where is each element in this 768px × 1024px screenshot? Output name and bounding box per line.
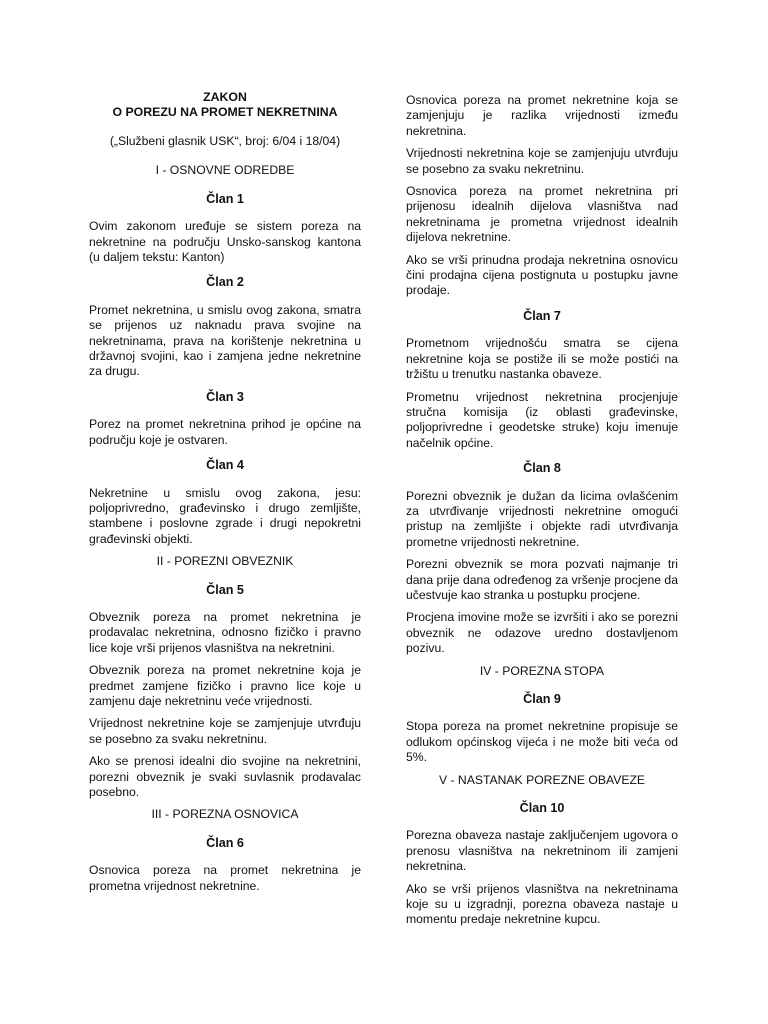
article-3-text: Porez na promet nekretnina prihod je općine na području koje je ostvaren. [89, 417, 361, 447]
gazette-reference: („Službeni glasnik USK“, broj: 6/04 i 18/04) [109, 134, 341, 148]
section-heading-1: I - OSNOVNE ODREDBE [155, 163, 295, 178]
article-6-paragraph-3: Vrijednosti nekretnina koje se zamjenjuju utvrđuju se posebno za svaku nekretninu. [406, 146, 678, 176]
article-8-paragraph-3: Procjena imovine može se izvršiti i ako se porezni obveznik ne odazove uredno dostavljenom pozivu. [406, 610, 678, 656]
article-6-paragraph-4: Osnovica poreza na promet nekretnina pri prijenosu idealnih dijelova vlasništva nad nekretninama je prometna vrijednost idealnih dijelova nekretnine. [406, 184, 678, 245]
right-column [406, 93, 678, 938]
article-heading-1: Član 1 [206, 191, 244, 206]
article-heading-9: Član 9 [523, 692, 561, 706]
article-8-paragraph-1: Porezni obveznik je dužan da licima ovlašćenim za utvrđivanje vrijednosti nekretnine omogući pristup na zemljište i objekte radi utvrđivanja prometne vrijednosti nekretnine. [406, 488, 678, 549]
title-line-2: O POREZU NA PROMET NEKRETNINA [112, 105, 338, 119]
left-column [89, 90, 361, 904]
article-6-paragraph-1: Osnovica poreza na promet nekretnina je prometna vrijednost nekretnine. [89, 863, 361, 893]
article-5-paragraph-4: Ako se prenosi idealni dio svojine na nekretnini, porezni obveznik je svaki suvlasnik prodavalac posebno. [89, 754, 361, 799]
title-line-1: ZAKON [203, 90, 247, 104]
article-7-paragraph-1: Prometnom vrijednošću smatra se cijena nekretnine koja se postiže ili se može postići na tržištu u trenutku nastanka obaveze. [406, 336, 678, 382]
article-4-text: Nekretnine u smislu ovog zakona, jesu: poljoprivredno, građevinsko i drugo zemljište, stambene i poslovne zgrade i drugi nepokretni građevinski objekti. [89, 485, 361, 546]
article-6-paragraph-5: Ako se vrši prinudna prodaja nekretnina osnovicu čini prodajna cijena postignuta u postupku javne prodaje. [406, 252, 678, 298]
law-title [89, 90, 361, 120]
section-heading-5: V - NASTANAK POREZNE OBAVEZE [438, 772, 646, 787]
section-heading-2: II - POREZNI OBVEZNIK [156, 554, 294, 569]
article-heading-4: Član 4 [206, 458, 244, 473]
article-10-paragraph-1: Porezna obaveza nastaje zaključenjem ugovora o prenosu vlasništva na nekretninom ili zamjeni nekretnina. [406, 828, 678, 874]
article-heading-6: Član 6 [206, 835, 244, 850]
article-1-text: Ovim zakonom uređuje se sistem poreza na nekretnine na području Unsko-sanskog kantona (u daljem tekstu: Kanton) [89, 219, 361, 265]
article-10-paragraph-2: Ako se vrši prijenos vlasništva na nekretninama koje su u izgradnji, porezna obaveza nastaje u momentu predaje nekretnine kupcu. [406, 881, 678, 927]
section-heading-3: III - POREZNA OSNOVICA [151, 807, 299, 822]
article-6-paragraph-2: Osnovica poreza na promet nekretnine koja se zamjenjuju je razlika vrijednosti između nekretnina. [406, 93, 678, 138]
article-heading-2: Član 2 [206, 275, 244, 290]
section-heading-4: IV - POREZNA STOPA [479, 663, 605, 678]
article-5-paragraph-1: Obveznik poreza na promet nekretnina je prodavalac nekretnina, odnosno fizičko i pravno lice koje vrši prijenos vlasništva na nekretnini. [89, 609, 361, 655]
article-8-paragraph-2: Porezni obveznik se mora pozvati najmanje tri dana prije dana određenog za vršenje procjene da učestvuje kao stranka u postupku procjene. [406, 557, 678, 602]
article-5-paragraph-2: Obveznik poreza na promet nekretnine koja je predmet zamjene fizičko i pravno lice koje u zamjenu daje nekretninu veće vrijednosti. [89, 663, 361, 708]
article-9-text: Stopa poreza na promet nekretnine propisuje se odlukom općinskog vijeća i ne može biti veća od 5%. [406, 719, 678, 765]
article-heading-7: Član 7 [523, 308, 561, 323]
article-heading-8: Član 8 [523, 461, 561, 476]
article-5-paragraph-3: Vrijednost nekretnine koje se zamjenjuje utvrđuju se posebno za svaku nekretninu. [89, 716, 361, 746]
article-2-text: Promet nekretnina, u smislu ovog zakona, smatra se prijenos uz naknadu prava svojine na nekretninama, prava na korištenje nekretnina u državnoj svojini, kao i zamjena jedne nekretnine za drugu. [89, 302, 361, 379]
article-7-paragraph-2: Prometnu vrijednost nekretnina procjenjuje stručna komisija (iz oblasti građevinske, poljoprivredne i geodetske struke) koju imenuje načelnik općine. [406, 389, 678, 450]
article-heading-3: Član 3 [206, 389, 244, 404]
article-heading-5: Član 5 [206, 582, 244, 597]
article-heading-10: Član 10 [519, 801, 565, 816]
